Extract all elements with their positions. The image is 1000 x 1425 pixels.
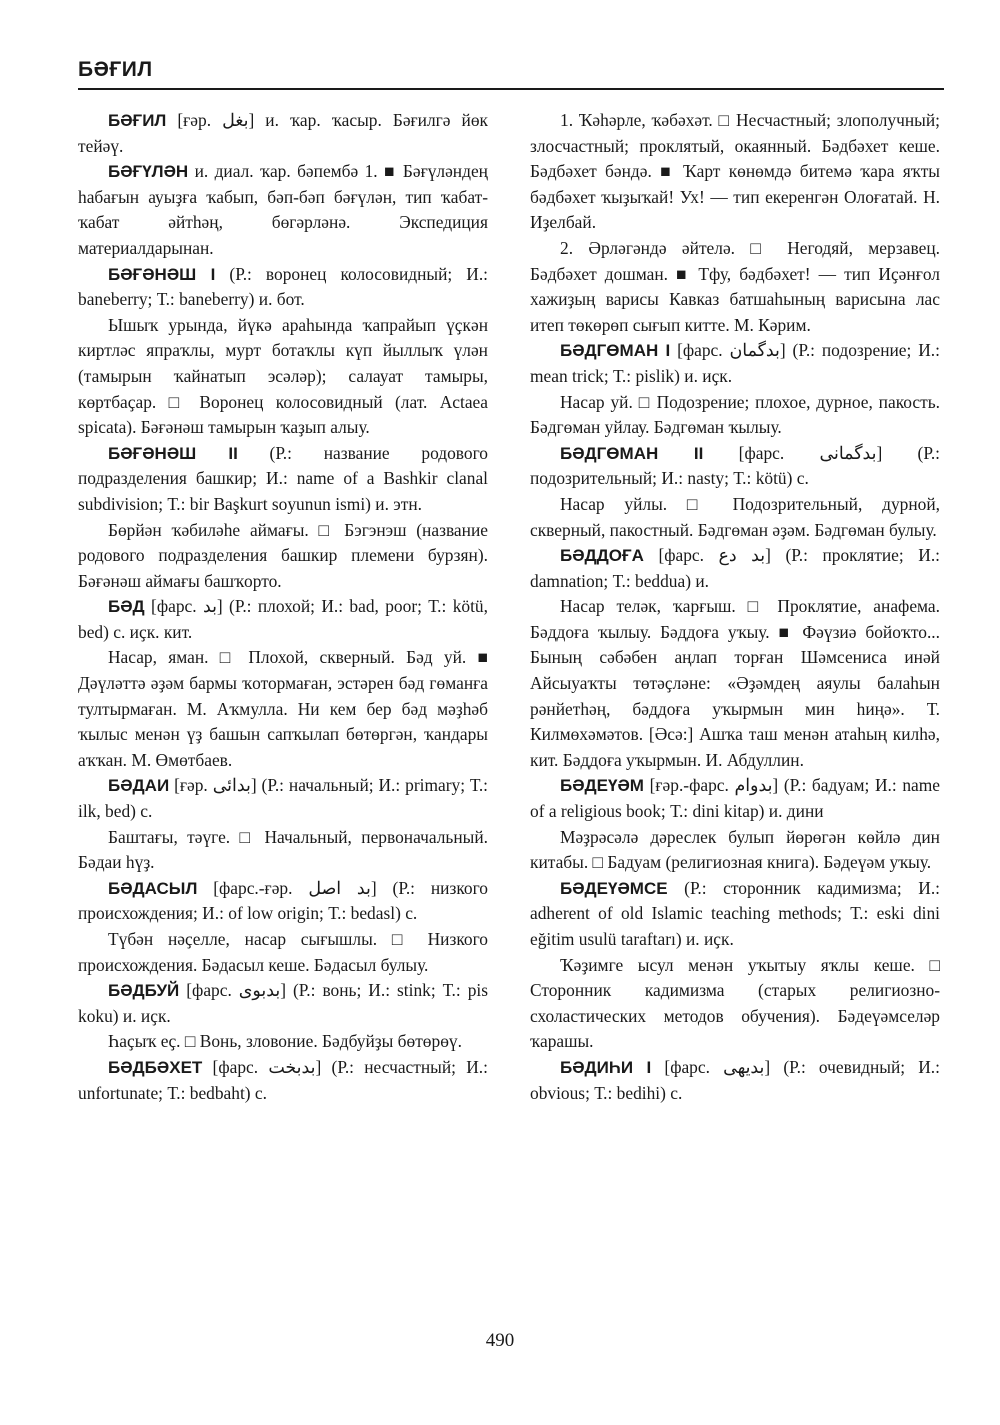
entry-sense — [530, 108, 940, 236]
dictionary-entry — [78, 876, 488, 927]
entry-text: Ҡәҙимге ысул менән уҡытыу яҡлы кеше. □ Сторонник кадимизма (старых религиозно-схоластических методов обучения). Бәдеүәмселәр ҡарашы. — [530, 954, 940, 1052]
entry-text: Бөрйән ҡәбиләһе аймағы. □ Бэгэнэш (название родового подразделения башкир племени бурзян). Бәғәнәш аймағы башҡорто. — [78, 519, 488, 591]
entry-text: (Р.: сторонник кадимизма; И.: adherent of old Islamic teaching methods; Т.: eski dini eğitim usulü taraftarı) и. иҫк. — [530, 877, 940, 949]
page-number: 490 — [485, 1330, 515, 1351]
entry-text: [фарс. بد] (Р.: плохой; И.: bad, poor; Т.: kötü, bed) с. иҫк. кит. — [78, 596, 488, 642]
entry-headword: БӘҒӘНӘШ II — [108, 443, 238, 463]
entry-text: (Р.: название родового подразделения башкир; И.: name of a Bashkir clanal subdivision; Т.: bir Başkurt soyunun ismi) и. этн. — [78, 442, 488, 514]
entry-sense — [78, 825, 488, 876]
entry-headword: БӘДГӨМАН I — [560, 341, 671, 361]
entry-headword: БӘҒҮЛӘН — [108, 162, 189, 182]
entry-text: [фарс. بدبوی] (Р.: вонь; И.: stink; Т.: pis koku) и. иҫк. — [78, 980, 488, 1026]
dictionary-entry — [78, 159, 488, 261]
entry-headword: БӘДБӘХЕТ — [108, 1057, 203, 1077]
entry-text: [фарс. بد دع] (Р.: проклятие; И.: damnation; Т.: beddua) и. — [530, 545, 940, 591]
entry-text: Насар, яман. □ Плохой, скверный. Бәд уй. ■ Дәүләттә әҙәм бармы ҡотормаған, эстәрен бәд гөманға тултырмаған. М. Аҡмулла. Ни кем бер бәд мәҙһәб ҡылыс менән үҙ башын сапҡылап бөтөргән, ҡандары аҡҡан. М. Өмөтбаев. — [78, 647, 488, 770]
entry-sense — [530, 236, 940, 338]
dictionary-entry — [78, 108, 488, 159]
entry-sense — [530, 953, 940, 1055]
entry-headword: БӘҒИЛ — [108, 111, 167, 130]
entry-text: [фарс. بدبخت] (Р.: несчастный; И.: unfortunate; Т.: bedbaht) с. — [78, 1056, 488, 1103]
entry-sense — [78, 1029, 488, 1055]
entry-text: [ғәр.-фарс. بدوام] (Р.: бадуам; И.: name of a religious book; Т.: dini kitap) и. дини — [530, 775, 940, 822]
entry-text: Һаҫыҡ еҫ. □ Вонь, зловоние. Бәдбуйҙы бөтөрөү. — [108, 1031, 462, 1052]
dictionary-entry — [530, 543, 940, 594]
entry-headword: БӘҒӘНӘШ I — [108, 264, 216, 284]
entry-sense — [78, 645, 488, 773]
entry-text: Насар теләк, ҡарғыш. □ Проклятие, анафема. Бәддоға ҡылыу. Бәддоға уҡыу. ■ Фәүзиә бойоҡто... Бының сәбәбен аңлап торған Шәмсениса инәй Айсыуаҡты төтәҫләне: «Әҙәмдең аяулы балаһын рәнйетһәң, бәддоға уҡырмын мин һиңә». Т. Килмөхәмәтов. [Әсә:] Ашҡа таш менән атаһың килһә, кит. Бәддоға уҡырмын. И. Абдуллин. — [530, 596, 940, 770]
entry-text: Мәҙрәсәлә дәреслек булып йөрөгән көйлә дин китабы. □ Бадуам (религиозная книга). Бәдеүәм уҡыу. — [530, 826, 940, 873]
entry-headword: БӘДАИ — [108, 776, 170, 796]
entry-text: и. диал. ҡар. бәпембә 1. ■ Бәғүләндең һабағын ауыҙға ҡабып, бәп-бәп бәғүлән, тип ҡабат-ҡабат әйтһәң, бөгәрләнә. Экспедиция материалдарынан. — [78, 161, 488, 258]
entry-sense — [78, 518, 488, 595]
dictionary-entry — [530, 773, 940, 824]
entry-text: [фарс. بدگمانی] (Р.: подозрительный; И.: nasty; Т.: kötü) с. — [530, 442, 941, 489]
dictionary-entry — [78, 262, 488, 313]
entry-sense — [530, 492, 940, 543]
entry-text: Насар уй. □ Подозрение; плохое, дурное, пакость. Бәдгөман уйлау. Бәдгөман ҡылыу. — [530, 391, 940, 438]
entry-text: [ғәр. بغل] и. ҡар. ҡасыр. Бәғилгә йөк тейәү. — [78, 110, 488, 156]
running-head: БӘҒИЛ — [78, 58, 153, 81]
entry-headword: БӘДДОҒА — [560, 546, 644, 566]
dictionary-entry — [530, 441, 940, 492]
entry-headword: БӘДИҺИ I — [560, 1057, 652, 1077]
dictionary-entry — [530, 338, 940, 389]
entry-text: 2. Әрләгәндә әйтелә. □ Негодяй, мерзавец. Бәдбәхет дошман. ■ Тфу, бәдбәхет! — тип Иҫәнғол хажиҙың варисы Кавказ батшаһының варисына лас итеп төкөрөп сығып китте. М. Кәрим. — [530, 237, 940, 335]
entry-sense — [530, 594, 940, 773]
dictionary-entry — [78, 773, 488, 824]
entry-headword: БӘДЕҮӘМ — [560, 776, 644, 796]
right-column — [530, 108, 940, 1106]
dictionary-entry — [78, 1055, 488, 1106]
entry-headword: БӘДБУЙ — [108, 981, 180, 1001]
left-column — [78, 108, 488, 1106]
entry-text: Ышыҡ урында, йүкә араһында ҡапрайып үҫкән киртләс япраҡлы, мурт ботаҡлы күп йыллыҡ үлән (тамырын ҡайнатып эсәләр); салауат тамыры, көртбаҫар. □ Воронец колосовидный (лат. Actaea spicata). Бәғәнәш тамырын ҡаҙып алыу. — [78, 314, 488, 438]
entry-sense — [530, 825, 940, 876]
entry-sense — [78, 927, 488, 978]
entry-sense — [530, 390, 940, 441]
entry-text: [фарс.-ғәр. بد اصل] (Р.: низкого происхождения; И.: of low origin; Т.: bedasl) с. — [78, 877, 489, 924]
dictionary-entry — [530, 1055, 940, 1106]
dictionary-entry — [78, 978, 488, 1029]
entry-sense — [78, 313, 488, 441]
entry-headword: БӘД — [108, 597, 145, 617]
entry-text: Насар уйлы. □ Подозрительный, дурной, скверный, пакостный. Бәдгөман әҙәм. Бәдгөман булыу. — [530, 493, 940, 540]
entry-text: (Р.: воронец колосовидный; И.: baneberry; Т.: baneberry) и. бот. — [78, 263, 488, 310]
entry-text: Баштағы, тәүге. □ Начальный, первоначальный. Бәдаи һүҙ. — [78, 826, 488, 873]
header-rule — [78, 88, 944, 90]
entry-headword: БӘДЕҮӘМСЕ — [560, 878, 668, 898]
dictionary-entry — [78, 441, 488, 518]
entry-text: 1. Ҡәһәрле, ҡәбәхәт. □ Несчастный; злополучный; злосчастный; проклятый, окаянный. Бәдбәхет кеше. Бәдбәхет бәндә. ■ Ҡарт көнөмдә битемә ҡара яҡты бәдбәхет ҡыҙыҡай! Ух! — тип екеренгән Олоғатай. Н. Иҙелбай. — [530, 110, 940, 233]
entry-text: [фарс. بدیهی] (Р.: очевидный; И.: obvious; Т.: bedihi) с. — [530, 1056, 940, 1103]
entry-headword: БӘДГӨМАН II — [560, 443, 704, 463]
entry-headword: БӘДАСЫЛ — [108, 878, 198, 898]
entry-text: Түбән нәҫелле, насар сығышлы. □ Низкого происхождения. Бәдасыл кеше. Бәдасыл булыу. — [78, 929, 488, 975]
entry-text: [фарс. بدگمان] (Р.: подозрение; И.: mean trick; Т.: pislik) и. иҫк. — [530, 340, 940, 386]
dictionary-entry — [78, 594, 488, 645]
entry-text: [ғәр. بدائی] (Р.: начальный; И.: primary; Т.: ilk, bed) с. — [78, 775, 488, 822]
dictionary-entry — [530, 876, 940, 953]
